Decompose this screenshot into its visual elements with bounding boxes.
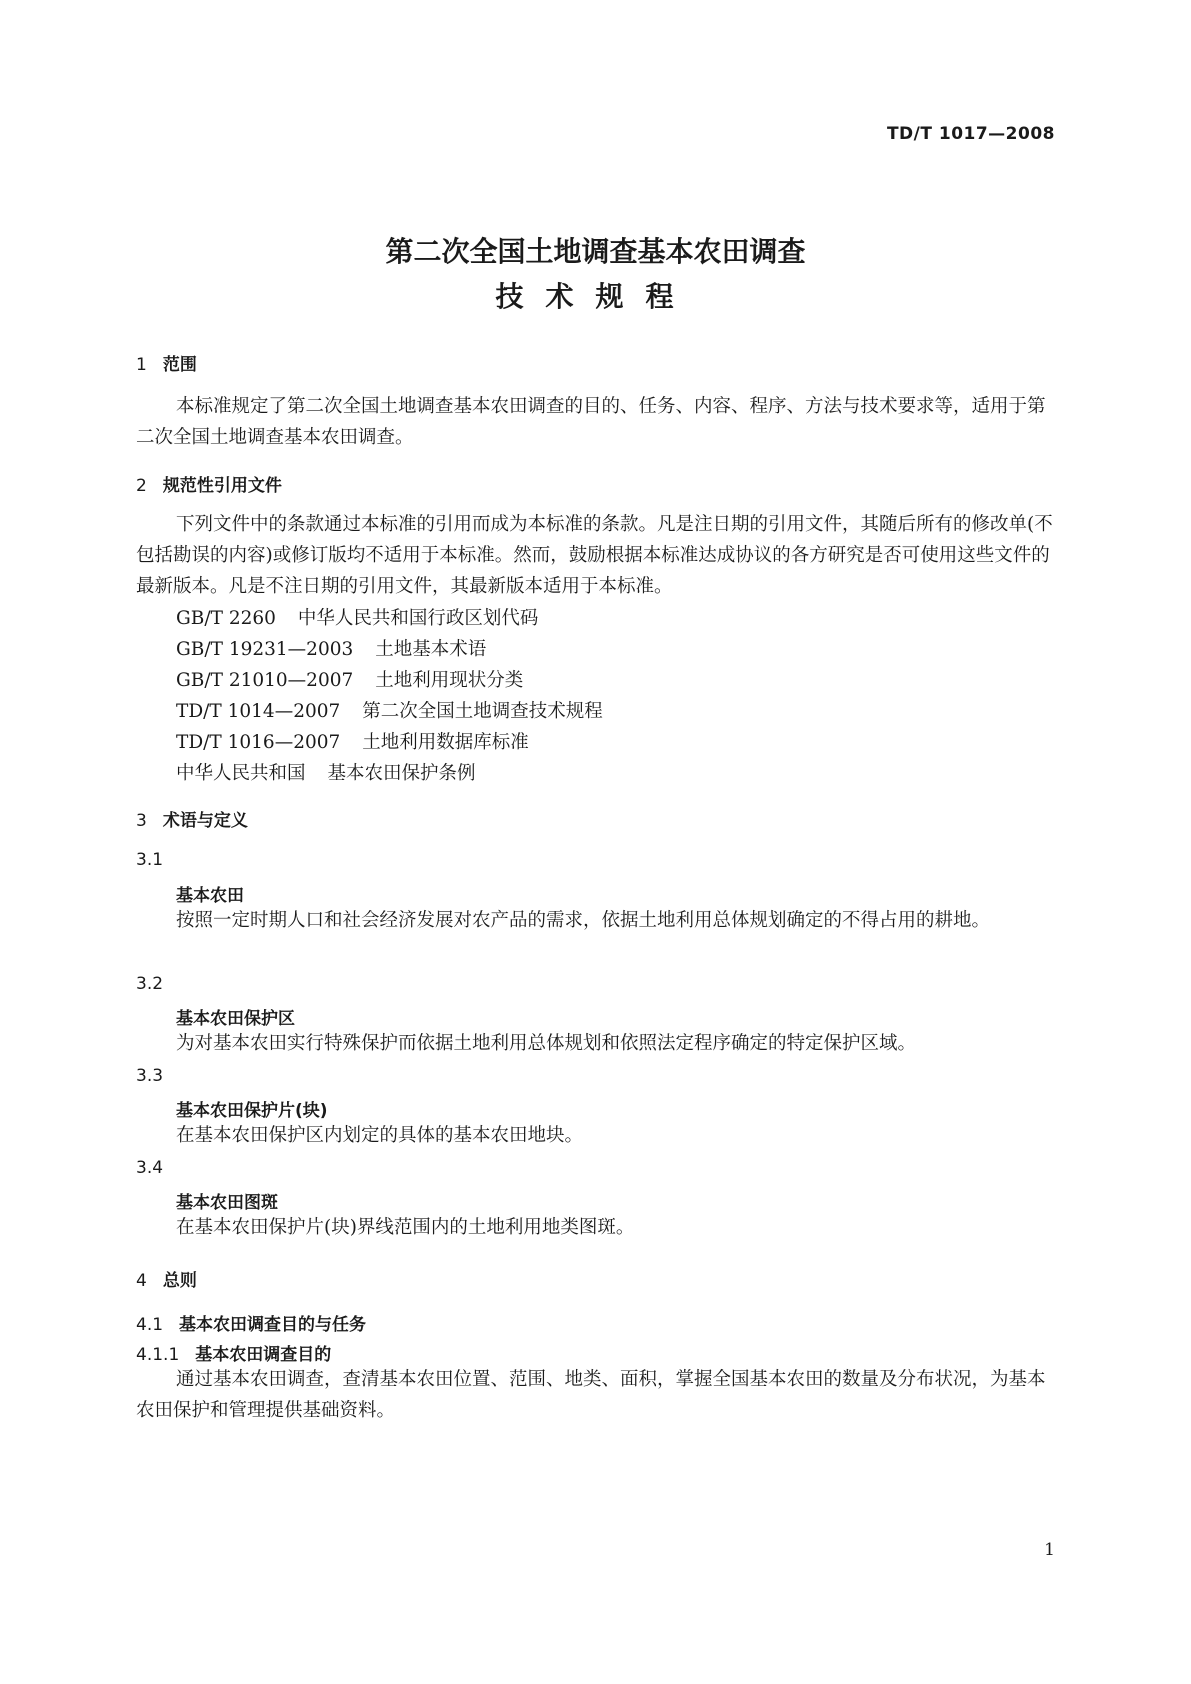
term-definition	[136, 905, 1056, 936]
section-2-heading	[136, 471, 282, 496]
section-number: 4.1	[136, 1315, 164, 1335]
reference-code: TD/T 1014—2007	[176, 701, 341, 722]
term-number: 3.2	[136, 974, 164, 994]
document-title-line2: 技术规程	[495, 280, 696, 313]
subsection-4-1-heading	[136, 1310, 366, 1335]
definition-text: 按照一定时期人口和社会经济发展对农产品的需求，依据土地利用总体规划确定的不得占用的耕地。	[176, 910, 991, 931]
definition-text: 为对基本农田实行特殊保护而依据土地利用总体规划和依照法定程序确定的特定保护区域。	[176, 1033, 917, 1054]
section-number: 3	[136, 811, 147, 831]
paragraph-text: 下列文件中的条款通过本标准的引用而成为本标准的条款。凡是注日期的引用文件，其随后所有的修改单(不包括勘误的内容)或修订版均不适用于本标准。然而，鼓励根据本标准达成协议的各方研究是否可使用这些文件的最新版本。凡是不注日期的引用文件，其最新版本适用于本标准。	[136, 514, 1053, 597]
reference-item	[176, 697, 603, 723]
reference-item	[176, 728, 529, 754]
standard-code: TD/T 1017—2008	[886, 124, 1055, 144]
reference-name: 土地基本术语	[375, 639, 487, 660]
paragraph-text: 本标准规定了第二次全国土地调查基本农田调查的目的、任务、内容、程序、方法与技术要求等，适用于第二次全国土地调查基本农田调查。	[136, 396, 1046, 448]
reference-code: GB/T 19231—2003	[176, 639, 354, 660]
reference-item	[176, 759, 476, 785]
term-definition	[136, 1028, 1056, 1059]
term-definition	[136, 1212, 1056, 1243]
term-definition	[136, 1120, 1056, 1151]
section-4-heading	[136, 1266, 197, 1291]
reference-code: GB/T 2260	[176, 608, 276, 629]
section-title: 范围	[162, 355, 197, 375]
reference-name: 中华人民共和国行政区划代码	[297, 608, 539, 629]
section-title: 基本农田调查目的	[195, 1345, 332, 1365]
reference-name: 基本农田保护条例	[327, 763, 476, 784]
reference-item	[176, 666, 523, 692]
reference-item	[176, 635, 486, 661]
section-title: 总则	[162, 1271, 197, 1291]
page-number: 1	[1044, 1540, 1055, 1560]
section-number: 2	[136, 476, 147, 496]
section-3-heading	[136, 806, 248, 831]
section-number: 4	[136, 1271, 147, 1291]
term-name: 基本农田保护片(块)	[176, 1101, 328, 1121]
reference-item	[176, 604, 538, 630]
term-name: 基本农田	[176, 886, 244, 906]
section-1-heading	[136, 350, 197, 375]
section-number: 1	[136, 355, 147, 375]
reference-name: 土地利用现状分类	[375, 670, 524, 691]
section-2-paragraph	[136, 509, 1056, 602]
reference-code: 中华人民共和国	[176, 763, 306, 784]
section-4-1-1-paragraph	[136, 1364, 1056, 1426]
section-title: 基本农田调查目的与任务	[179, 1315, 367, 1335]
section-number: 4.1.1	[136, 1345, 180, 1365]
term-number: 3.3	[136, 1066, 164, 1086]
definition-text: 在基本农田保护片(块)界线范围内的土地利用地类图斑。	[176, 1217, 635, 1238]
term-name: 基本农田图斑	[176, 1193, 278, 1213]
paragraph-text: 通过基本农田调查，查清基本农田位置、范围、地类、面积，掌握全国基本农田的数量及分布状况，为基本农田保护和管理提供基础资料。	[136, 1369, 1046, 1421]
section-title: 术语与定义	[162, 811, 248, 831]
reference-name: 土地利用数据库标准	[362, 732, 529, 753]
document-title-line1: 第二次全国土地调查基本农田调查	[385, 235, 806, 268]
reference-name: 第二次全国土地调查技术规程	[362, 701, 603, 722]
term-name: 基本农田保护区	[176, 1009, 295, 1029]
term-number: 3.4	[136, 1158, 164, 1178]
section-1-paragraph	[136, 391, 1056, 453]
definition-text: 在基本农田保护区内划定的具体的基本农田地块。	[176, 1125, 584, 1146]
subsection-4-1-1-heading	[136, 1340, 331, 1365]
reference-code: TD/T 1016—2007	[176, 732, 341, 753]
section-title: 规范性引用文件	[162, 476, 282, 496]
term-number: 3.1	[136, 850, 164, 870]
reference-code: GB/T 21010—2007	[176, 670, 354, 691]
